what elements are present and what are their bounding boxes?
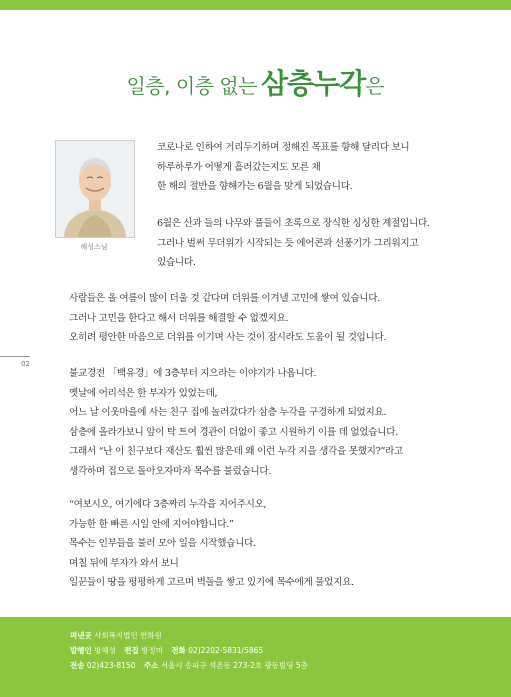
text-line: 있습니다. <box>157 257 196 268</box>
paragraph-story <box>69 364 403 481</box>
top-accent-bar <box>0 0 511 10</box>
issuer-value: 방해성 <box>94 646 116 655</box>
text-line: 생각하며 집으로 돌아오자마자 목수를 불렀습니다. <box>69 465 272 477</box>
fax-label: 전송 <box>70 661 85 670</box>
publisher-value: 사회복지법인 연화원 <box>94 631 162 640</box>
text-line: “여보시오, 여기에다 3층짜리 누각을 지어주시오, <box>69 499 267 510</box>
text-line: 어느 날 이웃마을에 사는 친구 집에 놀러갔다가 삼층 누각을 구경하게 되었지요. <box>69 407 387 418</box>
footer-publisher <box>70 630 162 641</box>
text-line: 며칠 뒤에 부자가 와서 보니 <box>69 557 179 569</box>
text-line: 사람들은 올 여름이 많이 더울 것 같다며 더위를 이겨낼 고민에 쌓여 있습니다. <box>69 293 380 304</box>
text-line: 6월은 산과 들의 나무와 풀들이 초록으로 장식한 싱싱한 계절입니다. <box>157 218 430 229</box>
page-number: 02 <box>0 356 30 368</box>
text-line: 그러나 벌써 무더위가 시작되는 듯 에어콘과 선풍기가 그리워지고 <box>157 237 419 249</box>
footer-contact <box>70 660 308 671</box>
text-line: 한 해의 절반을 향해가는 6월을 맞게 되었습니다. <box>157 181 353 192</box>
author-photo <box>55 140 135 238</box>
text-line: 그러나 고민을 한다고 해서 더위를 해결할 수 없겠지요. <box>69 312 289 324</box>
text-line: 불교경전 「백유경」에 3층부터 지으라는 이야기가 나옵니다. <box>69 368 317 379</box>
phone-label: 전화 <box>171 646 186 655</box>
paragraph-dialogue <box>69 495 354 593</box>
title-suffix: 은 <box>365 74 385 98</box>
text-line: 그래서 “난 이 친구보다 재산도 훨씬 많은데 왜 이런 누각 지을 생각을 못했지?”라고 <box>69 446 404 457</box>
publisher-label: 펴낸곳 <box>70 631 92 640</box>
title-prefix: 일층, 이층 없는 <box>126 74 257 98</box>
paragraph-heat <box>69 289 386 348</box>
paragraph-intro <box>157 138 409 197</box>
footer-staff <box>70 645 263 656</box>
text-line: 삼층에 올라가보니 앞이 탁 트여 경관이 더없이 좋고 시원하기 이를 데 없었습니다. <box>69 426 398 438</box>
text-line: 일꾼들이 땅을 평평하게 고르며 벽돌을 쌓고 있기에 목수에게 물었지요. <box>69 577 354 588</box>
text-line: 하루하루가 어떻게 흘러갔는지도 모른 채 <box>157 161 321 173</box>
footer-colophon <box>0 617 511 697</box>
address-label: 주소 <box>143 661 159 670</box>
issuer-label: 발행인 <box>70 646 92 655</box>
text-line: 목수는 인부들을 불러 모아 일을 시작했습니다. <box>69 538 256 549</box>
paragraph-june <box>157 214 430 273</box>
photo-caption: 해성스님 <box>80 243 108 251</box>
fax-value: 02)423-8150 <box>86 661 136 670</box>
text-line: 가능한 한 빠른 시일 안에 지어야합니다.” <box>69 518 234 530</box>
text-line: 오히려 평안한 마음으로 더위를 이기며 사는 것이 잠시라도 도움이 될 것입니다. <box>69 332 387 343</box>
page-title <box>0 62 511 102</box>
editor-value: 방정미 <box>141 646 163 655</box>
text-line: 코로나로 인하여 거리두기하며 정해진 목표를 향해 달리다 보니 <box>157 142 410 153</box>
address-value: 서울시 송파구 석촌동 273-2호 광동빌딩 5층 <box>160 661 308 670</box>
phone-value: 02)2202-5831/5865 <box>188 646 264 655</box>
title-emphasis: 삼층누각 <box>260 67 366 100</box>
text-line: 옛날에 어리석은 한 부자가 있었는데, <box>69 387 218 399</box>
monk-portrait-image <box>56 141 134 237</box>
editor-label: 편집 <box>124 646 139 655</box>
